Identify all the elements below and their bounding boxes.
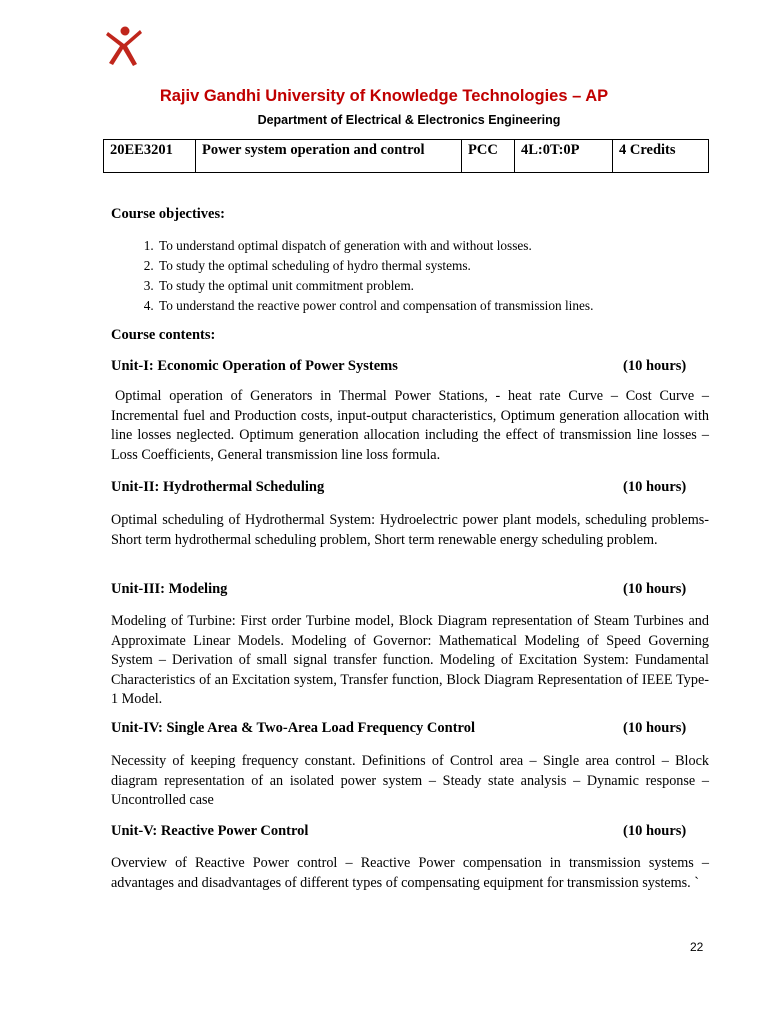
objective-item: 2. To study the optimal scheduling of hydro thermal systems. <box>157 256 737 276</box>
course-info-table <box>103 139 709 173</box>
unit-hours: (10 hours) <box>623 581 687 597</box>
unit-hours: (10 hours) <box>623 720 687 736</box>
unit-body: Necessity of keeping frequency constant. Definitions of Control area – Single area control – Block diagram representation of an isolated power system – Steady state analysis – Dynamic response – Uncontrolled case <box>111 753 709 809</box>
objective-item: 1. To understand optimal dispatch of generation with and without losses. <box>157 236 737 256</box>
course-ltp: 4L:0T:0P <box>515 140 613 173</box>
department-name: Department of Electrical & Electronics Engineering <box>257 113 561 127</box>
unit-title: Unit-V: Reactive Power Control <box>111 823 309 839</box>
unit-body: Optimal operation of Generators in Thermal Power Stations, - heat rate Curve – Cost Curve – Incremental fuel and Production costs, input-output characteristics, Optimum generation allocation with line losses neglected. Optimum generation allocation including the effect of transmission line losses – Loss Coefficients, General transmission line loss formula. <box>111 388 709 463</box>
objective-item: 4. To understand the reactive power control and compensation of transmission lines. <box>157 296 737 316</box>
course-name: Power system operation and control <box>196 140 462 173</box>
unit-title: Unit-III: Modeling <box>111 581 228 597</box>
objective-item: 3. To study the optimal unit commitment problem. <box>157 276 737 296</box>
objectives-list <box>133 236 737 316</box>
unit-hours: (10 hours) <box>623 823 687 839</box>
course-credits: 4 Credits <box>613 140 709 173</box>
page-number: 22 <box>690 940 704 954</box>
course-code: 20EE3201 <box>104 140 196 173</box>
university-logo <box>104 24 144 66</box>
unit-body: Optimal scheduling of Hydrothermal System: Hydroelectric power plant models, scheduling problems-Short term hydrothermal scheduling problem, Short term renewable energy scheduling problem. <box>111 512 709 548</box>
unit-title: Unit-II: Hydrothermal Scheduling <box>111 479 325 495</box>
unit-title: Unit-IV: Single Area & Two-Area Load Frequency Control <box>111 720 475 736</box>
contents-heading: Course contents: <box>111 327 216 343</box>
objectives-heading: Course objectives: <box>111 206 225 222</box>
unit-hours: (10 hours) <box>623 358 687 374</box>
unit-body: Modeling of Turbine: First order Turbine model, Block Diagram representation of Steam Turbines and Approximate Linear Models. Modeling of Governor: Mathematical Modeling of Speed Governing System – Derivation of small signal transfer function. Modeling of Excitation System: Fundamental Characteristics of an Excitation system, Transfer function, Block Diagram Representation of IEEE Type-1 Model. <box>111 613 709 708</box>
university-name: Rajiv Gandhi University of Knowledge Technologies – AP <box>159 87 609 105</box>
unit-title: Unit-I: Economic Operation of Power Systems <box>111 358 398 374</box>
course-info-row <box>104 140 709 173</box>
course-category: PCC <box>462 140 515 173</box>
unit-body: Overview of Reactive Power control – Reactive Power compensation in transmission systems – advantages and disadvantages of different types of compensating equipment for transmission systems. ` <box>111 855 709 891</box>
unit-hours: (10 hours) <box>623 479 687 495</box>
